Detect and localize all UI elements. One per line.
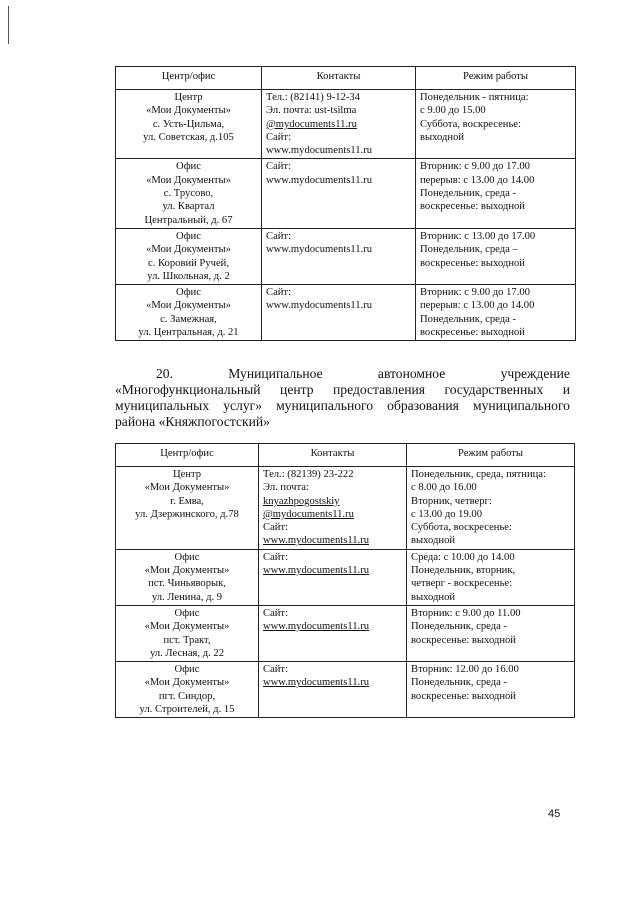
schedule-cell — [407, 549, 575, 605]
schedule-cell-line: Вторник: с 13.00 до 17.00 — [420, 230, 536, 242]
schedule-cell-line: четверг - воскресенье: — [411, 578, 513, 590]
office-cell-line: Офис — [176, 287, 201, 299]
schedule-cell-line: Понедельник, среда - — [411, 677, 508, 689]
schedule-cell-line: Понедельник, среда – — [420, 244, 518, 256]
section-line-3 — [115, 398, 570, 414]
contacts-cell-line: Сайт: — [263, 522, 289, 534]
contacts-cell — [259, 662, 407, 718]
office-cell-line: «Мои Документы» — [146, 105, 231, 117]
schedule-cell-line: воскресенье: выходной — [420, 201, 525, 213]
contacts-cell-line: Сайт: — [266, 230, 292, 242]
office-cell-line: Офис — [174, 664, 200, 676]
office-cell-line: с. Усть-Цильма, — [152, 118, 225, 130]
schedule-cell-line: Суббота, воскресенье: — [411, 522, 512, 534]
schedule-cell-line: выходной — [411, 535, 456, 547]
office-cell-line: ул. Советская, д.105 — [143, 131, 234, 143]
contacts-cell-line: www.mydocuments11.ru — [263, 621, 370, 633]
office-cell-line: Центр — [172, 469, 202, 480]
contacts-cell — [262, 228, 416, 284]
section-word: и — [562, 382, 570, 397]
schedule-cell-line: Вторник: 12.00 до 16.00 — [411, 664, 519, 676]
office-cell-line: ул. Дзержинского, д.78 — [135, 508, 239, 520]
contacts-cell-line: www.mydocuments11.ru — [266, 174, 373, 186]
schedule-cell-line: воскресенье: выходной — [411, 634, 516, 646]
table-row — [116, 159, 576, 228]
contacts-cell-line: Эл. почта: ust-tsilma — [266, 105, 357, 117]
contacts-cell-line: Сайт: — [266, 161, 292, 173]
section-word: муниципальных — [115, 398, 210, 413]
section-word: предоставления — [333, 382, 426, 397]
office-cell-line: пгт. Синдор, — [158, 690, 216, 702]
office-cell-line: пст. Чиньяворык, — [148, 578, 226, 590]
offices-table-knyazhpogostsky — [115, 443, 575, 718]
office-cell-line: Офис — [176, 230, 201, 242]
table-header-row — [116, 67, 576, 90]
office-cell-line: ул. Квартал — [162, 201, 215, 213]
office-cell-line: «Мои Документы» — [146, 300, 231, 312]
office-cell — [116, 159, 262, 228]
office-cell-line: ул. Ленина, д. 9 — [151, 591, 223, 603]
schedule-cell — [416, 90, 576, 159]
section-line-2 — [115, 382, 570, 398]
schedule-cell — [416, 159, 576, 228]
office-cell — [116, 90, 262, 159]
office-cell-line: «Мои Документы» — [146, 244, 231, 256]
schedule-cell-line: воскресенье: выходной — [420, 327, 525, 339]
office-cell-line: ул. Строителей, д. 15 — [139, 704, 235, 716]
header-office: Центр/офис — [116, 67, 262, 90]
schedule-cell-line: Понедельник, среда - — [420, 188, 517, 200]
contacts-cell-line: Сайт: — [266, 131, 292, 143]
office-cell-line: с. Коровий Ручей, — [148, 257, 229, 269]
section-word: «Многофункциональный — [115, 382, 261, 397]
schedule-cell — [407, 662, 575, 718]
office-cell-line: Центральный, д. 67 — [144, 214, 233, 226]
office-cell-line: с. Замежная, — [160, 313, 217, 325]
schedule-cell-line: Понедельник - пятница: — [420, 92, 529, 103]
contacts-cell — [262, 159, 416, 228]
office-cell-line: ул. Школьная, д. 2 — [147, 270, 230, 282]
schedule-cell-line: воскресенье: выходной — [420, 257, 525, 269]
office-cell-line: «Мои Документы» — [144, 482, 230, 494]
office-cell-line: пст. Тракт, — [163, 634, 211, 646]
office-cell — [116, 467, 259, 550]
office-cell-line: «Мои Документы» — [146, 174, 231, 186]
section-word: образования — [387, 398, 459, 413]
schedule-cell — [407, 467, 575, 550]
contacts-cell-line: @mydocuments11.ru — [266, 118, 357, 130]
section-word: муниципального — [276, 398, 374, 413]
schedule-cell-line: Понедельник, вторник, — [411, 565, 516, 577]
schedule-cell — [407, 605, 575, 661]
office-cell — [116, 605, 259, 661]
contacts-cell — [259, 605, 407, 661]
schedule-cell-line: Суббота, воскресенье: — [420, 118, 521, 130]
contacts-cell-line: Сайт: — [263, 664, 289, 676]
schedule-cell — [416, 285, 576, 341]
table-header-row — [116, 444, 575, 467]
office-cell-line: с. Трусово, — [163, 188, 214, 200]
schedule-cell-line: Вторник: с 9.00 до 17.00 — [420, 287, 530, 299]
section-word: Муниципальное — [228, 366, 323, 381]
section-line-1 — [115, 366, 570, 382]
office-cell-line: «Мои Документы» — [144, 621, 230, 633]
table-row — [116, 605, 575, 661]
schedule-cell-line: с 9.00 до 15.00 — [420, 105, 486, 117]
schedule-cell-line: выходной — [420, 131, 465, 143]
header-schedule: Режим работы — [407, 444, 575, 467]
office-cell-line: Офис — [174, 551, 200, 563]
contacts-cell-line: www.mydocuments11.ru — [263, 565, 370, 577]
schedule-cell-line: Понедельник, среда - — [420, 313, 517, 325]
section-word: 20. — [156, 366, 173, 381]
section-word: муниципального — [472, 398, 570, 413]
contacts-cell-line: www.mydocuments11.ru — [263, 535, 370, 547]
contacts-cell-line: www.mydocuments11.ru — [263, 677, 370, 689]
office-cell-line: Офис — [176, 161, 201, 173]
contacts-cell-line: Тел.: (82141) 9-12-34 — [266, 92, 361, 103]
schedule-cell-line: перерыв: с 13.00 до 14.00 — [420, 300, 535, 312]
section-word: автономное — [377, 366, 446, 381]
contacts-cell-line: www.mydocuments11.ru — [266, 300, 373, 312]
schedule-cell-line: с 13.00 до 19.00 — [411, 508, 483, 520]
table-row — [116, 662, 575, 718]
contacts-cell-line: Сайт: — [263, 551, 289, 563]
office-cell — [116, 549, 259, 605]
schedule-cell-line: Среда: с 10.00 до 14.00 — [411, 551, 515, 563]
table-row — [116, 467, 575, 550]
office-cell-line: Офис — [174, 607, 200, 619]
section-heading — [115, 366, 570, 430]
contacts-cell-line: www.mydocuments11.ru — [266, 244, 373, 256]
section-word: государственных — [444, 382, 544, 397]
schedule-cell-line: Вторник, четверг: — [411, 495, 492, 507]
contacts-cell — [259, 467, 407, 550]
section-word: центр — [280, 382, 314, 397]
header-schedule: Режим работы — [416, 67, 576, 90]
office-cell-line: Центр — [174, 92, 203, 103]
office-cell — [116, 228, 262, 284]
table-row — [116, 90, 576, 159]
office-cell-line: ул. Лесная, д. 22 — [149, 647, 225, 659]
office-cell-line: ул. Центральная, д. 21 — [138, 327, 239, 339]
contacts-cell — [259, 549, 407, 605]
office-cell-line: г. Емва, — [170, 495, 204, 507]
office-cell-line: «Мои Документы» — [144, 677, 230, 689]
office-cell — [116, 285, 262, 341]
section-line-4: района «Княжпогостский» — [115, 414, 270, 429]
contacts-cell — [262, 90, 416, 159]
office-cell-line: «Мои Документы» — [144, 565, 230, 577]
offices-table-ust-tsilma — [115, 66, 576, 341]
schedule-cell-line: перерыв: с 13.00 до 14.00 — [420, 174, 535, 186]
contacts-cell-line: Сайт: — [263, 607, 289, 619]
schedule-cell-line: Понедельник, среда - — [411, 621, 508, 633]
header-contacts: Контакты — [262, 67, 416, 90]
schedule-cell-line: с 8.00 до 16.00 — [411, 482, 477, 494]
contacts-cell-line: Эл. почта: — [263, 482, 309, 494]
table-row — [116, 228, 576, 284]
schedule-cell-line: Вторник: с 9.00 до 11.00 — [411, 607, 521, 619]
section-word: услуг» — [223, 398, 262, 413]
office-cell — [116, 662, 259, 718]
schedule-cell-line: Понедельник, среда, пятница: — [411, 469, 546, 480]
schedule-cell — [416, 228, 576, 284]
header-contacts: Контакты — [259, 444, 407, 467]
contacts-cell-line: Сайт: — [266, 287, 292, 299]
contacts-cell-line: @mydocuments11.ru — [263, 508, 354, 520]
contacts-cell — [262, 285, 416, 341]
table-row — [116, 549, 575, 605]
binding-mark — [8, 6, 9, 44]
schedule-cell-line: воскресенье: выходной — [411, 690, 516, 702]
header-office: Центр/офис — [116, 444, 259, 467]
schedule-cell-line: выходной — [411, 591, 456, 603]
section-word: учреждение — [500, 366, 570, 381]
contacts-cell-line: Тел.: (82139) 23-222 — [263, 469, 354, 480]
page-number: 45 — [548, 808, 561, 820]
table-row — [116, 285, 576, 341]
contacts-cell-line: knyazhpogostskiy — [263, 495, 340, 507]
schedule-cell-line: Вторник: с 9.00 до 17.00 — [420, 161, 530, 173]
contacts-cell-line: www.mydocuments11.ru — [266, 145, 373, 157]
